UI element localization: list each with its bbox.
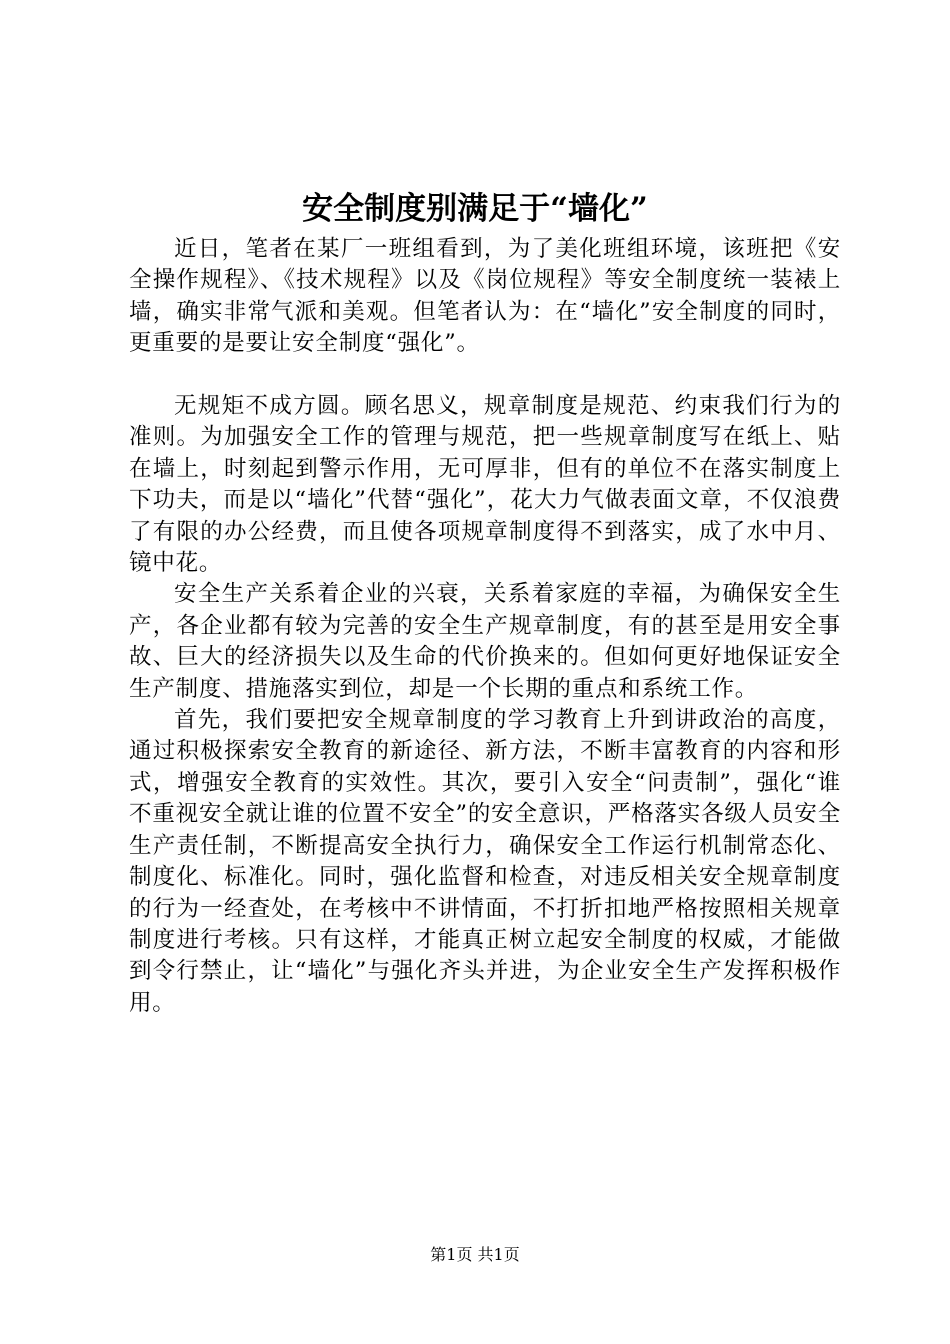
- document-title: 安全制度别满足于“墙化”: [302, 191, 648, 227]
- paragraph-1: 近日，笔者在某厂一班组看到，为了美化班组环境，该班把《安全操作规程》、《技术规程》以及《岗位规程》等安全制度统一装裱上墙，确实非常气派和美观。但笔者认为：在“墙化”安全制度的同时，更重要的是要让安全制度“强化”。: [129, 236, 841, 357]
- page-footer: 第1页 共1页: [430, 1245, 520, 1264]
- paragraph-3: 安全生产关系着企业的兴衰，关系着家庭的幸福，为确保安全生产，各企业都有较为完善的安全生产规章制度，有的甚至是用安全事故、巨大的经济损失以及生命的代价换来的。但如何更好地保证安全生产制度、措施落实到位，却是一个长期的重点和系统工作。: [129, 581, 841, 702]
- paragraph-2: 无规矩不成方圆。顾名思义，规章制度是规范、约束我们行为的准则。为加强安全工作的管理与规范，把一些规章制度写在纸上、贴在墙上，时刻起到警示作用，无可厚非，但有的单位不在落实制度上下功夫，而是以“墙化”代替“强化”，花大力气做表面文章，不仅浪费了有限的办公经费，而且使各项规章制度得不到落实，成了水中月、镜中花。: [129, 393, 841, 577]
- paragraph-gap: [129, 360, 841, 391]
- paragraph-4: 首先，我们要把安全规章制度的学习教育上升到讲政治的高度，通过积极探索安全教育的新途径、新方法，不断丰富教育的内容和形式，增强安全教育的实效性。其次，要引入安全“问责制”，强化“谁不重视安全就让谁的位置不安全”的安全意识，严格落实各级人员安全生产责任制，不断提高安全执行力，确保安全工作运行机制常态化、制度化、标准化。同时，强化监督和检查，对违反相关安全规章制度的行为一经查处，在考核中不讲情面，不打折扣地严格按照相关规章制度进行考核。只有这样，才能真正树立起安全制度的权威，才能做到令行禁止，让“墙化”与强化齐头并进，为企业安全生产发挥积极作用。: [129, 707, 841, 1016]
- document-body: [129, 234, 841, 1019]
